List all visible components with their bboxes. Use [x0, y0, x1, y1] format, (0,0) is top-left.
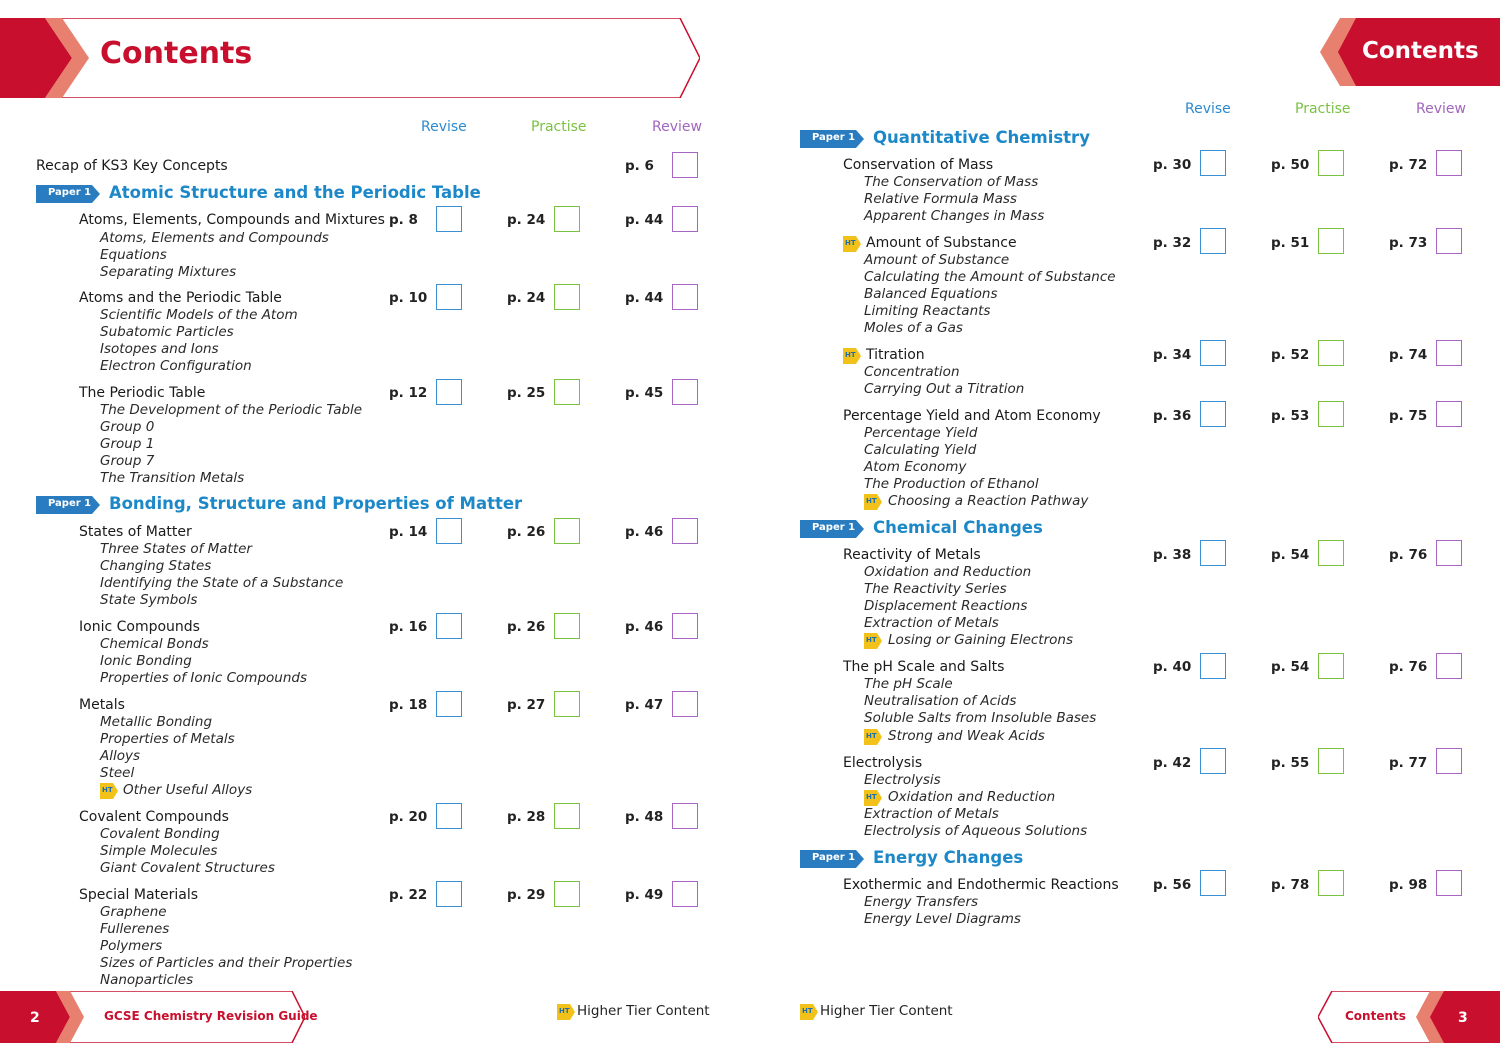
- review-checkbox[interactable]: [672, 691, 698, 717]
- revise-page: p. 40: [1153, 659, 1192, 675]
- review-checkbox[interactable]: [1436, 748, 1462, 774]
- subtopic: Metallic Bonding: [100, 714, 213, 730]
- subtopic: Sizes of Particles and their Properties: [100, 955, 353, 971]
- review-checkbox[interactable]: [1436, 870, 1462, 896]
- practise-page: p. 50: [1271, 157, 1310, 173]
- practise-checkbox[interactable]: [1318, 870, 1344, 896]
- topic-title: Conservation of Mass: [843, 157, 994, 173]
- column-header-revise: Revise: [1185, 101, 1231, 117]
- section-title: Atomic Structure and the Periodic Table: [109, 183, 481, 202]
- practise-checkbox[interactable]: [554, 379, 580, 405]
- subtopic: Equations: [100, 247, 167, 263]
- revise-checkbox[interactable]: [436, 691, 462, 717]
- subtopic: Calculating Yield: [864, 442, 977, 458]
- review-page: p. 77: [1389, 755, 1428, 771]
- subtopic: Isotopes and Ions: [100, 341, 219, 357]
- topic-title: Metals: [79, 697, 125, 713]
- page-number-right: 3: [1458, 1010, 1468, 1026]
- review-page: p. 76: [1389, 659, 1428, 675]
- review-checkbox[interactable]: [1436, 228, 1462, 254]
- subtopic: Strong and Weak Acids: [888, 728, 1045, 744]
- subtopic: The Production of Ethanol: [864, 476, 1039, 492]
- subtopic: Limiting Reactants: [864, 303, 991, 319]
- subtopic: Apparent Changes in Mass: [864, 208, 1045, 224]
- review-page: p. 76: [1389, 547, 1428, 563]
- subtopic: Steel: [100, 765, 135, 781]
- practise-page: p. 52: [1271, 347, 1310, 363]
- revise-checkbox[interactable]: [1200, 340, 1226, 366]
- review-checkbox[interactable]: [672, 518, 698, 544]
- subtopic: Polymers: [100, 938, 163, 954]
- revise-page: p. 22: [389, 887, 428, 903]
- subtopic: Identifying the State of a Substance: [100, 575, 344, 591]
- subtopic: Neutralisation of Acids: [864, 693, 1017, 709]
- review-checkbox[interactable]: [672, 379, 698, 405]
- revise-page: p. 18: [389, 697, 428, 713]
- revise-page: p. 30: [1153, 157, 1192, 173]
- ht-badge-label: HT: [559, 1007, 570, 1015]
- topic-title: Exothermic and Endothermic Reactions: [843, 877, 1119, 893]
- practise-checkbox[interactable]: [554, 206, 580, 232]
- subtopic: Properties of Metals: [100, 731, 235, 747]
- column-header-revise: Revise: [421, 119, 467, 135]
- revise-page: p. 16: [389, 619, 428, 635]
- subtopic: Oxidation and Reduction: [864, 564, 1032, 580]
- review-page: p. 75: [1389, 408, 1428, 424]
- subtopic: Moles of a Gas: [864, 320, 963, 336]
- subtopic: The pH Scale: [864, 676, 953, 692]
- revise-page: p. 32: [1153, 235, 1192, 251]
- subtopic: Three States of Matter: [100, 541, 252, 557]
- topic-title: The Periodic Table: [79, 385, 206, 401]
- subtopic: Choosing a Reaction Pathway: [888, 493, 1089, 509]
- subtopic: Extraction of Metals: [864, 806, 999, 822]
- revise-checkbox[interactable]: [1200, 228, 1226, 254]
- paper-tag-label: Paper 1: [48, 187, 92, 198]
- practise-page: p. 26: [507, 524, 546, 540]
- topic-title: Atoms, Elements, Compounds and Mixtures: [79, 212, 385, 228]
- review-checkbox[interactable]: [672, 613, 698, 639]
- revise-checkbox[interactable]: [1200, 653, 1226, 679]
- section-title: Quantitative Chemistry: [873, 128, 1090, 147]
- subtopic: Extraction of Metals: [864, 615, 999, 631]
- review-checkbox[interactable]: [672, 284, 698, 310]
- review-checkbox[interactable]: [672, 206, 698, 232]
- recap-review-checkbox[interactable]: [672, 152, 698, 178]
- revise-checkbox[interactable]: [1200, 401, 1226, 427]
- practise-page: p. 28: [507, 809, 546, 825]
- subtopic: Amount of Substance: [864, 252, 1010, 268]
- section-title: Energy Changes: [873, 848, 1024, 867]
- practise-checkbox[interactable]: [1318, 150, 1344, 176]
- revise-checkbox[interactable]: [436, 803, 462, 829]
- topic-title: Titration: [866, 347, 925, 363]
- revise-checkbox[interactable]: [436, 881, 462, 907]
- practise-checkbox[interactable]: [554, 881, 580, 907]
- subtopic: The Conservation of Mass: [864, 174, 1039, 190]
- section-title: Bonding, Structure and Properties of Matter: [109, 494, 523, 513]
- subtopic: Nanoparticles: [100, 972, 194, 988]
- subtopic: Oxidation and Reduction: [888, 789, 1056, 805]
- subtopic: Fullerenes: [100, 921, 170, 937]
- revise-checkbox[interactable]: [1200, 150, 1226, 176]
- practise-checkbox[interactable]: [554, 691, 580, 717]
- subtopic: Energy Transfers: [864, 894, 979, 910]
- subtopic: Electrolysis: [864, 772, 941, 788]
- column-header-review: Review: [652, 119, 702, 135]
- review-page: p. 45: [625, 385, 664, 401]
- review-page: p. 49: [625, 887, 664, 903]
- practise-page: p. 51: [1271, 235, 1310, 251]
- subtopic: Percentage Yield: [864, 425, 978, 441]
- subtopic: Electron Configuration: [100, 358, 252, 374]
- revise-page: p. 56: [1153, 877, 1192, 893]
- revise-page: p. 14: [389, 524, 428, 540]
- practise-checkbox[interactable]: [554, 518, 580, 544]
- subtopic: Balanced Equations: [864, 286, 998, 302]
- subtopic: The Development of the Periodic Table: [100, 402, 363, 418]
- subtopic: Alloys: [100, 748, 141, 764]
- practise-checkbox[interactable]: [554, 803, 580, 829]
- revise-page: p. 38: [1153, 547, 1192, 563]
- subtopic: Group 7: [100, 453, 155, 469]
- subtopic: Concentration: [864, 364, 960, 380]
- recap-label: Recap of KS3 Key Concepts: [36, 158, 228, 174]
- column-header-practise: Practise: [531, 119, 587, 135]
- subtopic: Graphene: [100, 904, 167, 920]
- subtopic: Separating Mixtures: [100, 264, 237, 280]
- revise-page: p. 8: [389, 212, 418, 228]
- revise-checkbox[interactable]: [436, 613, 462, 639]
- higher-tier-legend-right: Higher Tier Content: [820, 1003, 953, 1019]
- revise-page: p. 42: [1153, 755, 1192, 771]
- practise-checkbox[interactable]: [554, 613, 580, 639]
- review-page: p. 48: [625, 809, 664, 825]
- practise-page: p. 26: [507, 619, 546, 635]
- review-checkbox[interactable]: [1436, 150, 1462, 176]
- subtopic: Relative Formula Mass: [864, 191, 1017, 207]
- revise-checkbox[interactable]: [1200, 870, 1226, 896]
- revise-checkbox[interactable]: [436, 379, 462, 405]
- subtopic: The Reactivity Series: [864, 581, 1007, 597]
- subtopic: Other Useful Alloys: [123, 782, 253, 798]
- review-page: p. 44: [625, 212, 664, 228]
- subtopic: Giant Covalent Structures: [100, 860, 275, 876]
- subtopic: The Transition Metals: [100, 470, 245, 486]
- practise-page: p. 24: [507, 290, 546, 306]
- revise-page: p. 12: [389, 385, 428, 401]
- review-page: p. 44: [625, 290, 664, 306]
- paper-tag-label: Paper 1: [812, 132, 856, 143]
- revise-checkbox[interactable]: [436, 518, 462, 544]
- higher-tier-legend-left: Higher Tier Content: [577, 1003, 710, 1019]
- review-checkbox[interactable]: [1436, 340, 1462, 366]
- subtopic: Carrying Out a Titration: [864, 381, 1025, 397]
- topic-title: The pH Scale and Salts: [843, 659, 1005, 675]
- revise-checkbox[interactable]: [436, 284, 462, 310]
- ht-badge-label: HT: [866, 497, 877, 505]
- topic-title: Amount of Substance: [866, 235, 1017, 251]
- topic-title: Reactivity of Metals: [843, 547, 981, 563]
- practise-page: p. 54: [1271, 659, 1310, 675]
- practise-checkbox[interactable]: [1318, 340, 1344, 366]
- footer-title-right: Contents: [1345, 1009, 1406, 1023]
- review-page: p. 46: [625, 524, 664, 540]
- review-page: p. 98: [1389, 877, 1428, 893]
- practise-checkbox[interactable]: [554, 284, 580, 310]
- review-page: p. 74: [1389, 347, 1428, 363]
- subtopic: Atom Economy: [864, 459, 967, 475]
- review-checkbox[interactable]: [672, 803, 698, 829]
- review-checkbox[interactable]: [1436, 653, 1462, 679]
- section-title: Chemical Changes: [873, 518, 1043, 537]
- column-header-review: Review: [1416, 101, 1466, 117]
- footer-title-left: GCSE Chemistry Revision Guide: [104, 1009, 318, 1023]
- practise-page: p. 78: [1271, 877, 1310, 893]
- ht-badge-label: HT: [102, 786, 113, 794]
- ht-badge-label: HT: [866, 732, 877, 740]
- review-page: p. 73: [1389, 235, 1428, 251]
- review-page: p. 47: [625, 697, 664, 713]
- ht-badge-label: HT: [866, 793, 877, 801]
- revise-checkbox[interactable]: [436, 206, 462, 232]
- subtopic: Covalent Bonding: [100, 826, 220, 842]
- subtopic: Calculating the Amount of Substance: [864, 269, 1116, 285]
- subtopic: Electrolysis of Aqueous Solutions: [864, 823, 1088, 839]
- paper-tag-label: Paper 1: [812, 852, 856, 863]
- topic-title: States of Matter: [79, 524, 192, 540]
- revise-page: p. 10: [389, 290, 428, 306]
- ht-badge-label: HT: [845, 351, 856, 359]
- topic-title: Special Materials: [79, 887, 199, 903]
- practise-checkbox[interactable]: [1318, 401, 1344, 427]
- topic-title: Covalent Compounds: [79, 809, 229, 825]
- review-page: p. 72: [1389, 157, 1428, 173]
- subtopic: Group 1: [100, 436, 155, 452]
- practise-page: p. 25: [507, 385, 546, 401]
- subtopic: Ionic Bonding: [100, 653, 192, 669]
- subtopic: Simple Molecules: [100, 843, 218, 859]
- topic-title: Percentage Yield and Atom Economy: [843, 408, 1101, 424]
- paper-tag-label: Paper 1: [812, 522, 856, 533]
- column-header-practise: Practise: [1295, 101, 1351, 117]
- review-page: p. 46: [625, 619, 664, 635]
- paper-tag-label: Paper 1: [48, 498, 92, 509]
- practise-checkbox[interactable]: [1318, 653, 1344, 679]
- practise-page: p. 55: [1271, 755, 1310, 771]
- subtopic: Changing States: [100, 558, 212, 574]
- topic-title: Ionic Compounds: [79, 619, 200, 635]
- subtopic: Subatomic Particles: [100, 324, 234, 340]
- page-title-right: Contents: [1362, 38, 1479, 64]
- revise-checkbox[interactable]: [1200, 748, 1226, 774]
- subtopic: Energy Level Diagrams: [864, 911, 1021, 927]
- page-title-left: Contents: [100, 36, 253, 71]
- practise-page: p. 29: [507, 887, 546, 903]
- ht-badge-label: HT: [802, 1007, 813, 1015]
- topic-title: Atoms and the Periodic Table: [79, 290, 282, 306]
- practise-page: p. 24: [507, 212, 546, 228]
- practise-checkbox[interactable]: [1318, 748, 1344, 774]
- review-checkbox[interactable]: [1436, 401, 1462, 427]
- ht-badge-label: HT: [866, 636, 877, 644]
- practise-page: p. 53: [1271, 408, 1310, 424]
- subtopic: Chemical Bonds: [100, 636, 209, 652]
- subtopic: Losing or Gaining Electrons: [888, 632, 1073, 648]
- ht-badge-label: HT: [845, 239, 856, 247]
- practise-page: p. 27: [507, 697, 546, 713]
- practise-checkbox[interactable]: [1318, 540, 1344, 566]
- practise-checkbox[interactable]: [1318, 228, 1344, 254]
- subtopic: Atoms, Elements and Compounds: [100, 230, 329, 246]
- page-number-left: 2: [30, 1010, 40, 1026]
- topic-title: Electrolysis: [843, 755, 923, 771]
- review-checkbox[interactable]: [1436, 540, 1462, 566]
- revise-page: p. 36: [1153, 408, 1192, 424]
- subtopic: Properties of Ionic Compounds: [100, 670, 307, 686]
- subtopic: Soluble Salts from Insoluble Bases: [864, 710, 1097, 726]
- revise-checkbox[interactable]: [1200, 540, 1226, 566]
- revise-page: p. 34: [1153, 347, 1192, 363]
- recap-page: p. 6: [625, 158, 654, 174]
- revise-page: p. 20: [389, 809, 428, 825]
- review-checkbox[interactable]: [672, 881, 698, 907]
- subtopic: State Symbols: [100, 592, 198, 608]
- subtopic: Displacement Reactions: [864, 598, 1028, 614]
- subtopic: Group 0: [100, 419, 155, 435]
- practise-page: p. 54: [1271, 547, 1310, 563]
- subtopic: Scientific Models of the Atom: [100, 307, 298, 323]
